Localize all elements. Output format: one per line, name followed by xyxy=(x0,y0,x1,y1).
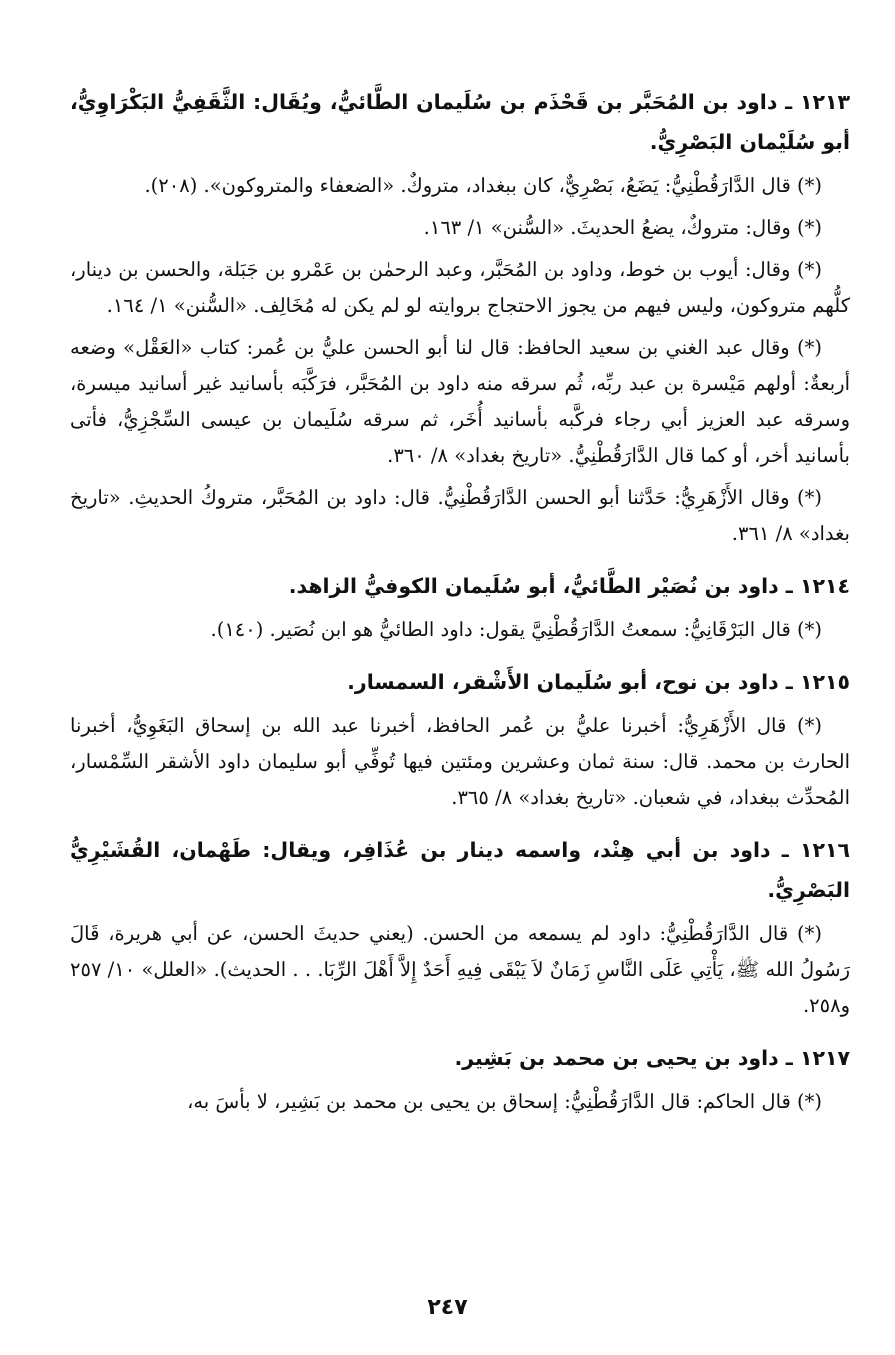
entry-paragraph: (*) قال الحاكم: قال الدَّارَقُطْنِيُّ: إسحاق بن يحيى بن محمد بن بَشِير، لا بأسَ به، xyxy=(187,1090,822,1113)
entry-title: ١٢١٦ ـ داود بن أبي هِنْد، واسمه دينار بن عُذَافِر، ويقال: طَهْمان، القُشَيْرِيُّ البَصْرِيُّ. xyxy=(70,838,850,902)
entry-1213 xyxy=(70,82,850,552)
entry-title: ١٢١٧ ـ داود بن يحيى بن محمد بن بَشِير. xyxy=(454,1046,850,1070)
entry-1216 xyxy=(70,830,850,1024)
entry-1215 xyxy=(70,662,850,816)
entry-paragraph: (*) وقال: متروكٌ، يضعُ الحديثَ. «السُّنن» ١/ ١٦٣. xyxy=(423,216,822,239)
entry-paragraph: (*) وقال: أيوب بن خوط، وداود بن المُحَبَّر، وعبد الرحمٰن بن عَمْرو بن جَبَلة، والحسن بن دينار، كلُّهم متروكون، وليس فيهم من يجوز الاحتجاج بروايته لو لم يكن له مُخَالِف. «السُّنن» ١/ ١٦٤. xyxy=(70,258,850,317)
entry-paragraph: (*) قال البَرْقَانِيُّ: سمعتُ الدَّارَقُطْنِيَّ يقول: داود الطائيُّ هو ابن نُصَير. (١٤٠). xyxy=(210,618,822,641)
entry-1214 xyxy=(70,566,850,648)
entry-title: ١٢١٤ ـ داود بن نُصَيْر الطَّائيُّ، أبو سُلَيمان الكوفيُّ الزاهد. xyxy=(288,574,850,598)
entry-paragraph: (*) قال الدَّارَقُطْنِيُّ: يَضَعُ، بَصْرِيٌّ، كان ببغداد، متروكٌ. «الضعفاء والمتروكون». (٢٠٨). xyxy=(144,174,822,197)
page-body xyxy=(70,82,850,1126)
entry-paragraph: (*) قال الأَزْهَرِيُّ: أخبرنا عليُّ بن عُمر الحافظ، أخبرنا عبد الله بن إسحاق البَغَوِيُّ، أخبرنا الحارث بن محمد. قال: سنة ثمان وعشرين ومئتين فيها تُوفِّي أبو سليمان داود الأشقر السِّمْسار، المُحدِّث ببغداد، في شعبان. «تاريخ بغداد» ٨/ ٣٦٥. xyxy=(70,714,850,809)
entry-1217 xyxy=(70,1038,850,1120)
page-number: ٢٤٧ xyxy=(427,1295,468,1320)
entry-paragraph: (*) وقال الأَزْهَرِيُّ: حَدَّثنا أبو الحسن الدَّارَقُطْنِيُّ. قال: داود بن المُحَبَّر، متروكُ الحديثِ. «تاريخ بغداد» ٨/ ٣٦١. xyxy=(70,486,850,545)
entry-paragraph: (*) قال الدَّارَقُطْنِيُّ: داود لم يسمعه من الحسن. (يعني حديثَ الحسن، عن أبي هريرة، قَالَ رَسُولُ الله ﷺ، يَأْتِي عَلَى النَّاسِ زَمَانٌ لاَ يَبْقَى فِيهِ أَحَدٌ إِلاَّ أَهْلَ الرِّبَا. . . الحديث). «العلل» ١٠/ ٢٥٧ و٢٥٨. xyxy=(70,922,850,1017)
entry-title: ١٢١٥ ـ داود بن نوح، أبو سُلَيمان الأَشْقر، السمسار. xyxy=(347,670,850,694)
entry-paragraph: (*) وقال عبد الغني بن سعيد الحافظ: قال لنا أبو الحسن عليُّ بن عُمر: كتاب «العَقْل» وضعه أربعةٌ: أولهم مَيْسرة بن عبد ربِّه، ثُم سرقه منه داود بن المُحَبَّر، فرَكَّبَه بأسانيد غير أسانيد ميسرة، وسرقه عبد العزيز أبي رجاء فركَّبه بأسانيد أُخَر، ثم سرقه سُلَيمان بن عيسى السِّجْزِيُّ، فأتى بأسانيد أخر، أو كما قال الدَّارَقُطْنِيُّ. «تاريخ بغداد» ٨/ ٣٦٠. xyxy=(70,336,850,467)
entry-title: ١٢١٣ ـ داود بن المُحَبَّر بن قَحْذَم بن سُلَيمان الطَّائيُّ، ويُقَال: الثَّقَفِيُّ البَكْرَاوِيُّ، أبو سُلَيْمان البَصْرِيُّ. xyxy=(70,90,850,154)
